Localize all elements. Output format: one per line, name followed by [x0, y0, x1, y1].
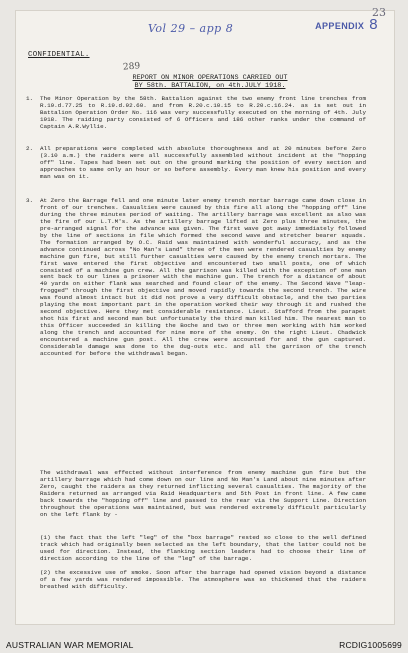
paragraph-withdrawal: [26, 470, 366, 519]
paragraph-number: 3.: [26, 197, 34, 204]
paragraph-1: [26, 96, 366, 131]
paragraph-number: 1.: [26, 95, 34, 102]
paragraph-text: The Minor Operation by the 58th. Battalion against the two enemy front line trenches from R.19.d.77.25 to R.19.d.92.60. and from R.20.c.10.15 to R.20.c.16.24. as is set out in Battalion Operation Order No. 116 was very successfully executed on the morning of 4th. July 1918. The raiding party consisted of 6 Officers and 186 other ranks under the command of Captain A.R.Wyllie.: [40, 95, 366, 130]
paragraph-text: (2) the excessive use of smoke. Soon after the barrage had opened vision beyond a distance of a few yards was rendered impossible. The atmosphere was so thickened that the raiders breathed with difficulty.: [40, 569, 366, 590]
paragraph-number: 2.: [26, 145, 34, 152]
handwritten-annotation: Vol 29 – app 8: [148, 22, 234, 35]
paragraph-text: All preparations were completed with absolute thoroughness and at 20 minutes before Zero (3.10 a.m.) the raiders were all successfully assembled without incident at the "hopping off" line. Tapes had been set out on the ground marking the position of every section and approaches to same only an hour or so before assembly. Every man knew his position and every man was on it.: [40, 145, 366, 180]
paragraph-point-2: [26, 570, 366, 591]
paragraph-text: The withdrawal was effected without interference from enemy machine gun fire but the artillery barrage which had come down on our line and No Man's Land about nine minutes after Zero, caught the raiders as they returned inflicting several casualties. The majority of the Raiders returned as arranged via Raid Headquarters and 5th Post in front line. A few came back towards the "hopping off" line and passed to the rear via the Support Line. Direction throughout the operations was maintained, but was rendered extremely difficult particularly on the left flank by -: [40, 469, 366, 518]
folio-stamp: 289: [122, 61, 141, 73]
paragraph-text: At Zero the Barrage fell and one minute later enemy trench mortar barrage came down close in front of our trenches. Casualties were caused by this fire all along the "hopping off" line during the three minutes period of waiting. The artillery barrage was excellent as also was the fire of our L.T.M's. As the artillery barrage lifted at Zero plus three minutes, the pre-arranged signal for the advance was given. The first wave got away immediately followed by the line of sections in file which formed the second wave and stretcher bearer squads. The formation arranged by O.C. Raid was maintained with wonderful accuracy, and as the advance continued across "No Man's Land" three of the men were rendered casualties by enemy machine gun fire, but still further casualties were caused by the enemy trench mortars. The first wave entered the first objective and encountered two small posts, one of which consisted of a machine gun crew. All the garrison was killed with the exception of one man sent back to our lines a prisoner with the machine gun. The trench for a distance of about 40 yards on either flank was searched and found clear of the enemy. The Second Wave "leap-frogged" through the first objective and moved rapidly towards the second trench. The wire was found almost intact but it did not prove a very difficult obstacle, and the two parties playing the most important part in the operation worked their way through it and rushed the second objective. Here they met considerable resistance. Lieut. Stafford from the parapet shot his first and second man but unfortunately the third man killed him. The nearest man to this Officer succeeded in killing the Boche and two or three men working with him worked along the trench and accounted for nine more of the enemy. On the right Lieut. Chadwick encountered a machine gun post. All the crew were accounted for and the gun captured. Considerable damage was done to the dug-outs etc. and all the garrison of the trench accounted for before the withdrawal began.: [40, 197, 366, 357]
footer-record-id: RCDIG1005699: [339, 640, 402, 650]
paragraph-point-1: [26, 535, 366, 563]
confidential-heading: CONFIDENTIAL.: [28, 51, 90, 59]
appendix-number: 8: [369, 16, 378, 33]
paragraph-2: [26, 146, 366, 181]
appendix-label: APPENDIX: [315, 21, 365, 31]
appendix-stamp: [315, 16, 378, 33]
report-title: [115, 74, 305, 90]
handwritten-page-number: 23: [372, 6, 386, 19]
paragraph-3: [26, 198, 366, 358]
title-line-1: REPORT ON MINOR OPERATIONS CARRIED OUT: [132, 74, 288, 82]
footer-archive-name: AUSTRALIAN WAR MEMORIAL: [6, 640, 134, 650]
title-line-2: BY 58th. BATTALION, on 4th.JULY 1918.: [134, 82, 286, 91]
paragraph-text: (1) the fact that the left "leg" of the "box barrage" rested so close to the well defined track which had originally been selected as the left boundary, that the latter could not be used for direction. Instead, the flanking section leaders had to choose their line of direction according to the line of the "leg" of the barrage.: [40, 534, 366, 562]
